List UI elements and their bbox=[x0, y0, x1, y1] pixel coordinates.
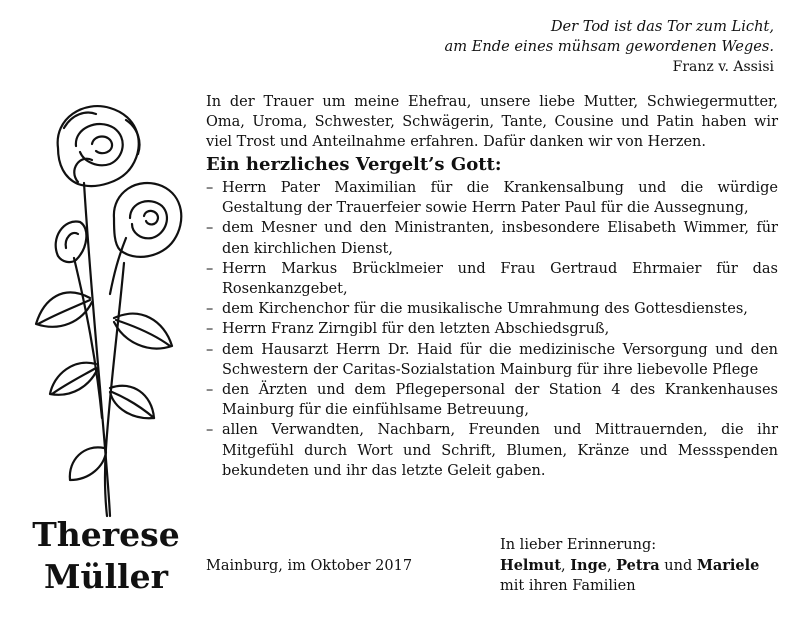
epigraph-quote bbox=[445, 17, 774, 77]
list-item: – dem Hausarzt Herrn Dr. Haid für die medizinische Versorgung und den Schwestern der Caritas-Sozialstation Mainburg für ihre liebevolle Pflege bbox=[206, 341, 778, 378]
quote-line-1: Der Tod ist das Tor zum Licht, bbox=[550, 18, 774, 35]
list-item: – den Ärzten und dem Pflegepersonal der Station 4 des Krankenhauses Mainburg für die einfühlsame Betreuung, bbox=[206, 382, 778, 419]
list-item: – Herrn Pater Maximilian für die Krankensalbung und die würdige Gestaltung der Trauerfeier sowie Herrn Pater Paul für die Aussegnung, bbox=[206, 180, 778, 217]
last-name: Müller bbox=[44, 557, 168, 596]
thanks-heading: Ein herzliches Vergelt’s Gott: bbox=[206, 154, 502, 175]
list-item: – dem Kirchenchor für die musikalische Umrahmung des Gottesdienstes, bbox=[206, 299, 778, 319]
dash-marker: – bbox=[206, 321, 214, 338]
dash-marker: – bbox=[206, 180, 214, 196]
dash-marker: – bbox=[206, 341, 214, 358]
signer-name: Mariele bbox=[696, 556, 760, 574]
signature-family: mit ihren Familien bbox=[500, 578, 636, 595]
dash-marker: – bbox=[206, 260, 214, 277]
signer-name: Petra bbox=[616, 556, 660, 574]
dash-marker: – bbox=[206, 382, 214, 399]
first-name: Therese bbox=[32, 515, 180, 554]
list-item: – Herrn Markus Brücklmeier und Frau Gertraud Ehrmaier für das Rosenkanzgebet, bbox=[206, 260, 778, 298]
list-item: – dem Mesner und den Ministranten, insbesondere Elisabeth Wimmer, für den kirchlichen Dienst, bbox=[206, 220, 778, 257]
quote-author: Franz v. Assisi bbox=[672, 59, 774, 75]
signature-names: Helmut, Inge, Petra und Mariele bbox=[500, 556, 760, 574]
signature-intro: In lieber Erinnerung: bbox=[500, 537, 657, 553]
list-item: – allen Verwandten, Nachbarn, Freunden und Mittrauernden, die ihr Mitgefühl durch Wort und Schrift, Blumen, Kränze und Messspenden bekundeten und ihr das letzte Geleit gaben. bbox=[206, 422, 778, 479]
roses-drawing-icon bbox=[14, 88, 192, 518]
signer-name: Inge bbox=[570, 556, 607, 574]
place-and-date: Mainburg, im Oktober 2017 bbox=[206, 558, 413, 574]
dash-marker: – bbox=[206, 422, 214, 439]
dash-marker: – bbox=[206, 301, 214, 318]
deceased-name bbox=[30, 514, 182, 598]
quote-line-2: am Ende eines mühsam gewordenen Weges. bbox=[444, 38, 774, 55]
list-item: – Herrn Franz Zirngibl für den letzten Abschiedsgruß, bbox=[206, 319, 778, 339]
signer-name: Helmut bbox=[500, 556, 562, 574]
dash-marker: – bbox=[206, 220, 214, 237]
thanks-list bbox=[206, 178, 778, 481]
intro-text: In der Trauer um meine Ehefrau, unsere liebe Mutter, Schwiegermutter, Oma, Uroma, Schwester, Schwägerin, Tante, Cousine und Patin haben wir viel Trost und Anteilnahme erfahren. Dafür danken wir von Herzen. bbox=[206, 94, 778, 151]
intro-paragraph bbox=[206, 92, 778, 153]
signature-block bbox=[500, 535, 759, 597]
